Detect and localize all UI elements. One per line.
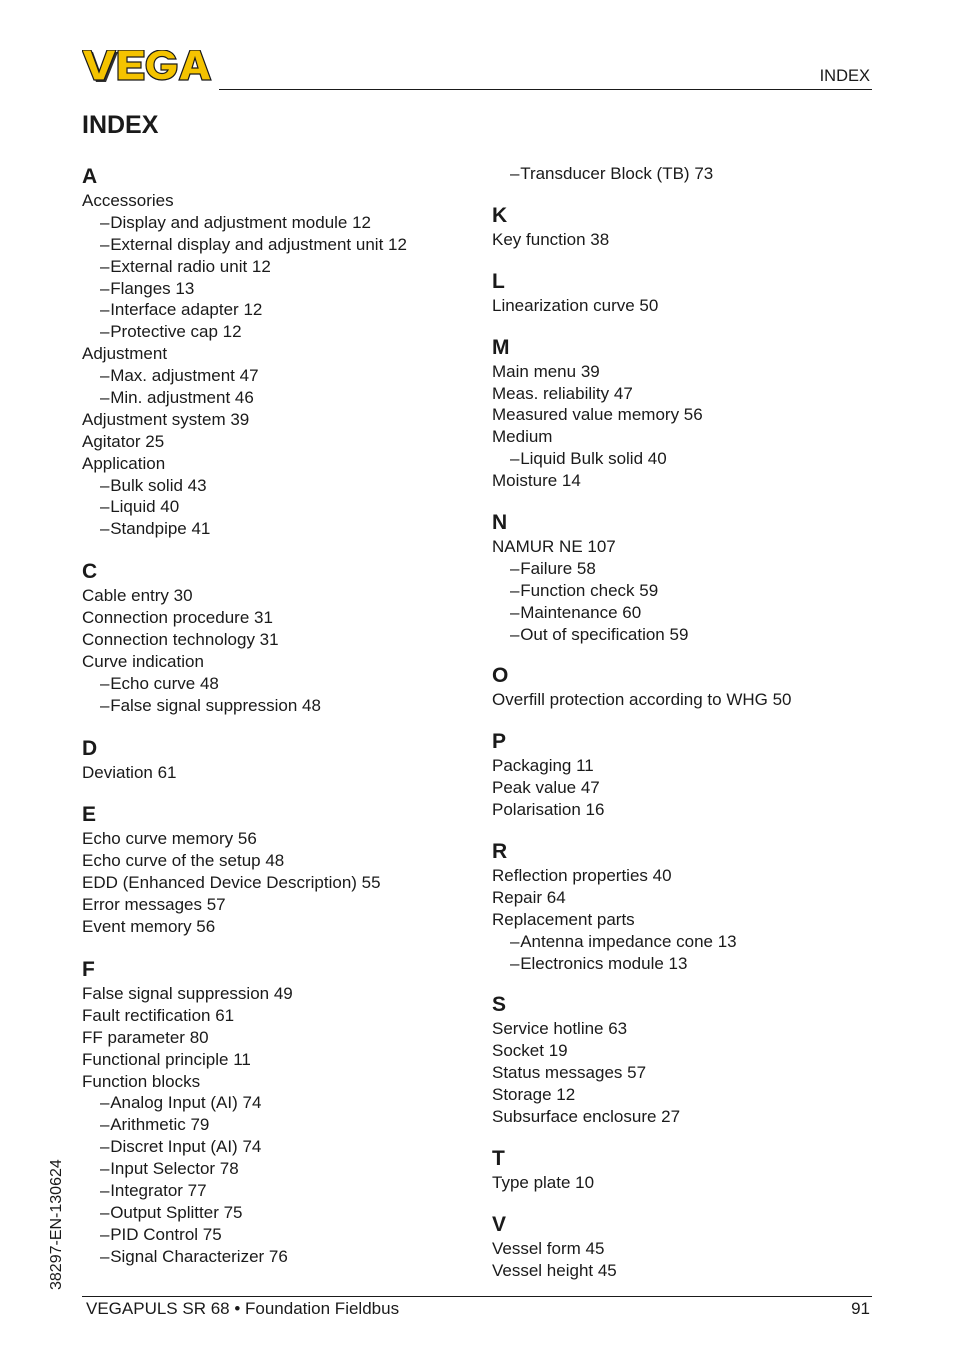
index-subentry [82, 1136, 477, 1158]
subentry-dash: – [100, 1115, 110, 1135]
entry-text: Moisture 14 [492, 471, 581, 491]
subentry-dash: – [100, 673, 110, 693]
entry-text: Liquid Bulk solid 40 [520, 449, 667, 469]
index-subentry [82, 387, 477, 409]
page-number: 91 [851, 1299, 870, 1318]
index-entry [492, 1018, 887, 1040]
entry-text: Electronics module 13 [520, 953, 688, 973]
subentry-dash: – [100, 1093, 110, 1113]
subentry-dash: – [100, 519, 110, 539]
entry-text: Liquid 40 [110, 497, 180, 517]
entry-text: Type plate 10 [492, 1172, 595, 1192]
entry-text: Connection technology 31 [82, 630, 279, 650]
entry-text: Analog Input (AI) 74 [110, 1093, 262, 1113]
entry-text: Interface adapter 12 [110, 300, 263, 320]
index-entry [82, 1071, 477, 1093]
entry-text: Function check 59 [520, 580, 659, 600]
index-entry [82, 850, 477, 872]
index-subentry [82, 212, 477, 234]
subentry-dash: – [100, 1246, 110, 1266]
index-letter-heading: N [492, 511, 508, 535]
entry-text: Subsurface enclosure 27 [492, 1107, 681, 1127]
entry-text: Maintenance 60 [520, 602, 642, 622]
entry-text: Reflection properties 40 [492, 866, 672, 886]
index-subentry [82, 673, 477, 695]
entry-text: Agitator 25 [82, 431, 165, 451]
subentry-dash: – [100, 234, 110, 254]
entry-text: Min. adjustment 46 [110, 388, 254, 408]
index-section [82, 956, 477, 1268]
entry-text: Replacement parts [492, 909, 635, 929]
subentry-dash: – [100, 1224, 110, 1244]
entry-text: Status messages 57 [492, 1063, 647, 1083]
index-subentry [82, 365, 477, 387]
index-entry [82, 343, 477, 365]
index-letter-heading: A [82, 165, 98, 188]
index-entry [492, 887, 887, 909]
entry-text: EDD (Enhanced Device Description) 55 [82, 873, 381, 893]
index-subentry [492, 558, 887, 580]
subentry-dash: – [510, 558, 520, 578]
index-letter-heading: S [492, 993, 507, 1017]
index-entry [82, 1049, 477, 1071]
entry-text: Integrator 77 [110, 1180, 207, 1200]
subentry-dash: – [100, 1159, 110, 1179]
entry-text: Error messages 57 [82, 895, 226, 915]
entry-text: Function blocks [82, 1071, 201, 1091]
subentry-dash: – [100, 256, 110, 276]
index-entry [492, 909, 887, 931]
subentry-dash: – [100, 278, 110, 298]
index-letter-heading: P [492, 730, 507, 754]
entry-text: Out of specification 59 [520, 624, 689, 644]
index-entry [82, 872, 477, 894]
index-entry [492, 1260, 887, 1282]
entry-text: Antenna impedance cone 13 [520, 931, 737, 951]
index-subentry [82, 299, 477, 321]
entry-text: Signal Characterizer 76 [110, 1246, 288, 1266]
entry-text: Curve indication [82, 651, 204, 671]
index-section [492, 662, 887, 711]
index-entry [492, 404, 887, 426]
index-letter-heading: D [82, 736, 98, 760]
entry-text: Accessories [82, 191, 174, 210]
subentry-dash: – [510, 602, 520, 622]
index-letter-heading: O [492, 664, 509, 688]
index-subentry [492, 931, 887, 953]
index-subentry [82, 695, 477, 717]
entry-text: Service hotline 63 [492, 1019, 628, 1039]
footer-doc-title: VEGAPULS SR 68 • Foundation Fieldbus [86, 1299, 400, 1318]
entry-text: Standpipe 41 [110, 519, 211, 539]
index-entry [492, 777, 887, 799]
subentry-dash: – [510, 931, 520, 951]
index-entry [82, 629, 477, 651]
index-entry [492, 1238, 887, 1260]
index-entry [82, 651, 477, 673]
vega-logo [82, 50, 212, 84]
index-entry [492, 1084, 887, 1106]
entry-text: Deviation 61 [82, 762, 177, 782]
document-code: 38297-EN-130624 [48, 1159, 65, 1290]
index-subentry [82, 1180, 477, 1202]
vega-logo-mark [82, 50, 212, 84]
index-section [82, 735, 477, 784]
entry-text: Overfill protection according to WHG 50 [492, 690, 792, 710]
index-section [492, 509, 887, 645]
entry-text: Main menu 39 [492, 361, 600, 381]
index-section [82, 163, 477, 540]
index-entry [82, 607, 477, 629]
entry-text: Functional principle 11 [82, 1049, 251, 1069]
entry-text: Protective cap 12 [110, 322, 242, 342]
entry-text: Storage 12 [492, 1085, 576, 1105]
header-section-label: INDEX [819, 67, 870, 85]
index-entry [82, 762, 477, 784]
index-entry [492, 1062, 887, 1084]
index-entry [492, 1040, 887, 1062]
index-letter-heading: C [82, 560, 98, 584]
entry-text: Echo curve of the setup 48 [82, 851, 285, 871]
subentry-dash: – [100, 497, 110, 517]
index-subentry [492, 624, 887, 646]
entry-text: Key function 38 [492, 229, 610, 249]
index-section [492, 1211, 887, 1282]
entry-text: Application [82, 453, 166, 473]
index-subentry [82, 1114, 477, 1136]
index-section [492, 202, 887, 251]
index-letter-heading: M [492, 335, 510, 359]
index-letter-heading: F [82, 957, 95, 981]
index-subentry [82, 475, 477, 497]
index-entry [492, 689, 887, 711]
index-entry [82, 585, 477, 607]
index-entry [492, 755, 887, 777]
entry-text: Max. adjustment 47 [110, 366, 259, 386]
entry-text: External display and adjustment unit 12 [110, 234, 407, 254]
index-section [492, 1145, 887, 1194]
subentry-dash: – [510, 953, 520, 973]
entry-text: Failure 58 [520, 558, 596, 578]
entry-text: Adjustment system 39 [82, 409, 250, 429]
subentry-dash: – [100, 475, 110, 495]
index-section [492, 991, 887, 1127]
index-section [492, 334, 887, 492]
entry-text: Connection procedure 31 [82, 608, 273, 628]
entry-text: Echo curve memory 56 [82, 829, 257, 849]
index-subentry [82, 496, 477, 518]
subentry-dash: – [100, 1180, 110, 1200]
index-entry [82, 916, 477, 938]
entry-text: False signal suppression 49 [82, 983, 293, 1003]
index-subentry [82, 256, 477, 278]
entry-text: Vessel form 45 [492, 1238, 605, 1258]
entry-text: Polarisation 16 [492, 800, 605, 820]
index-entry [492, 383, 887, 405]
index-subentry [492, 163, 887, 185]
index-entry [492, 1172, 887, 1194]
index-subentry [82, 1158, 477, 1180]
entry-text: Input Selector 78 [110, 1159, 239, 1179]
entry-text: Vessel height 45 [492, 1260, 617, 1280]
subentry-dash: – [100, 300, 110, 320]
entry-text: Measured value memory 56 [492, 405, 703, 425]
header-rule [219, 89, 872, 90]
index-entry [492, 1106, 887, 1128]
index-subentry [492, 448, 887, 470]
subentry-dash: – [510, 164, 520, 183]
entry-text: False signal suppression 48 [110, 695, 321, 715]
index-subentry [492, 953, 887, 975]
index-entry [492, 295, 887, 317]
index-section [492, 163, 887, 185]
entry-text: Event memory 56 [82, 917, 216, 937]
entry-text: Discret Input (AI) 74 [110, 1137, 262, 1157]
entry-text: Flanges 13 [110, 278, 195, 298]
index-subentry [82, 1224, 477, 1246]
index-letter-heading: T [492, 1146, 505, 1170]
subentry-dash: – [100, 1202, 110, 1222]
index-subentry [82, 518, 477, 540]
index-subentry [82, 1202, 477, 1224]
index-subentry [82, 278, 477, 300]
index-entry [82, 431, 477, 453]
index-entry [82, 1027, 477, 1049]
entry-text: Peak value 47 [492, 778, 600, 798]
subentry-dash: – [100, 1137, 110, 1157]
entry-text: Transducer Block (TB) 73 [520, 164, 714, 183]
footer-rule [82, 1296, 872, 1297]
entry-text: Adjustment [82, 344, 168, 364]
entry-text: External radio unit 12 [110, 256, 271, 276]
index-entry [492, 361, 887, 383]
index-subentry [492, 580, 887, 602]
subentry-dash: – [510, 624, 520, 644]
index-entry [492, 865, 887, 887]
subentry-dash: – [100, 388, 110, 408]
index-section [492, 268, 887, 317]
index-subentry [82, 1092, 477, 1114]
index-section [492, 838, 887, 974]
index-entry [82, 409, 477, 431]
subentry-dash: – [100, 322, 110, 342]
index-entry [492, 536, 887, 558]
entry-text: PID Control 75 [110, 1224, 222, 1244]
index-subentry [82, 234, 477, 256]
index-section [82, 558, 477, 716]
entry-text: Medium [492, 427, 553, 447]
subentry-dash: – [510, 449, 520, 469]
index-entry [492, 470, 887, 492]
index-entry [82, 983, 477, 1005]
entry-text: Output Splitter 75 [110, 1202, 243, 1222]
index-entry [82, 453, 477, 475]
entry-text: Arithmetic 79 [110, 1115, 210, 1135]
subentry-dash: – [100, 366, 110, 386]
entry-text: Meas. reliability 47 [492, 383, 633, 403]
entry-text: Socket 19 [492, 1041, 568, 1061]
index-subentry [492, 602, 887, 624]
entry-text: Repair 64 [492, 887, 566, 907]
entry-text: NAMUR NE 107 [492, 537, 616, 557]
entry-text: Linearization curve 50 [492, 295, 659, 315]
entry-text: Bulk solid 43 [110, 475, 207, 495]
entry-text: Fault rectification 61 [82, 1005, 235, 1025]
index-letter-heading: E [82, 803, 97, 827]
page-title: INDEX [82, 111, 159, 139]
index-letter-heading: V [492, 1212, 507, 1236]
subentry-dash: – [510, 580, 520, 600]
index-subentry [82, 321, 477, 343]
index-entry [492, 426, 887, 448]
index-entry [82, 190, 477, 212]
entry-text: FF parameter 80 [82, 1027, 209, 1047]
index-section [492, 728, 887, 821]
entry-text: Echo curve 48 [110, 673, 219, 693]
index-letter-heading: K [492, 203, 508, 227]
index-column-left [82, 163, 477, 1268]
index-column-right [492, 163, 887, 1282]
index-subentry [82, 1246, 477, 1268]
subentry-dash: – [100, 695, 110, 715]
entry-text: Packaging 11 [492, 756, 594, 776]
index-entry [82, 894, 477, 916]
index-entry [492, 799, 887, 821]
index-entry [82, 1005, 477, 1027]
index-letter-heading: R [492, 840, 508, 864]
entry-text: Cable entry 30 [82, 586, 193, 606]
subentry-dash: – [100, 212, 110, 232]
entry-text: Display and adjustment module 12 [110, 212, 372, 232]
index-entry [82, 828, 477, 850]
index-section [82, 801, 477, 937]
index-entry [492, 229, 887, 251]
index-letter-heading: L [492, 269, 505, 293]
